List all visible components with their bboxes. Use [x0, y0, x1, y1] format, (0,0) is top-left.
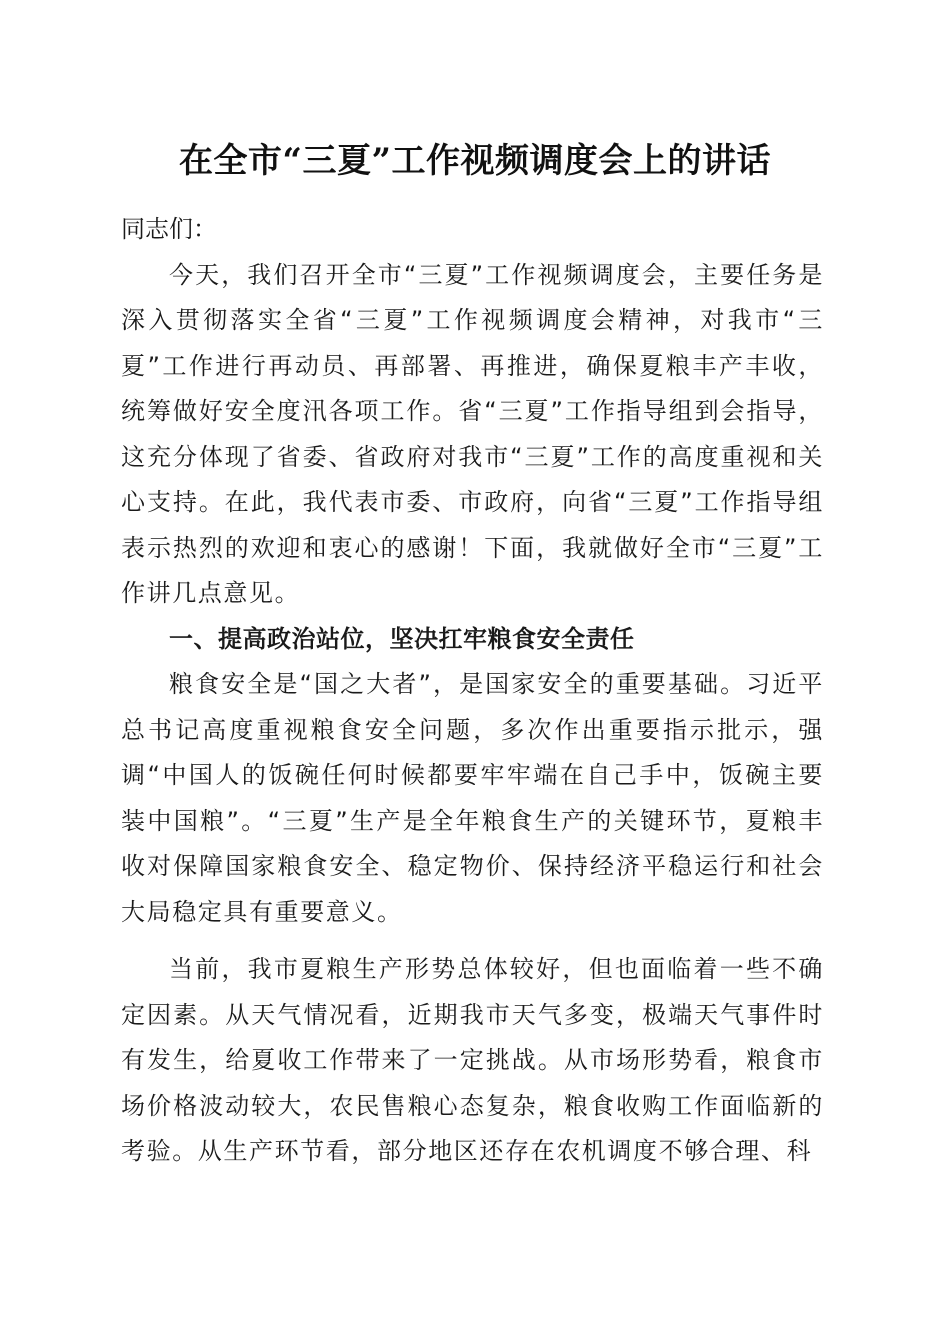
intro-paragraph: 今天，我们召开全市“三夏”工作视频调度会，主要任务是深入贯彻落实全省“三夏”工作视频调度会精神，对我市“三夏”工作进行再动员、再部署、再推进，确保夏粮丰产丰收，统筹做好安全度汛各项工作。省“三夏”工作指导组到会指导，这充分体现了省委、省政府对我市“三夏”工作的高度重视和关心支持。在此，我代表市委、市政府，向省“三夏”工作指导组表示热烈的欢迎和衷心的感谢！下面，我就做好全市“三夏”工作讲几点意见。	[121, 260, 824, 607]
section-heading: 一、提高政治站位，坚决扛牢粮食安全责任	[169, 624, 635, 653]
document-body	[121, 207, 824, 1175]
section-paragraph-1: 粮食安全是“国之大者”，是国家安全的重要基础。习近平总书记高度重视粮食安全问题，多次作出重要指示批示，强调“中国人的饭碗任何时候都要牢牢端在自己手中，饭碗主要装中国粮”。“三夏”生产是全年粮食生产的关键环节，夏粮丰收对保障国家粮食安全、稳定物价、保持经济平稳运行和社会大局稳定具有重要意义。	[121, 670, 824, 926]
salutation: 同志们：	[121, 215, 217, 243]
section-paragraph-2: 当前，我市夏粮生产形势总体较好，但也面临着一些不确定因素。从天气情况看，近期我市天气多变，极端天气事件时有发生，给夏收工作带来了一定挑战。从市场形势看，粮食市场价格波动较大，农民售粮心态复杂，粮食收购工作面临新的考验。从生产环节看，部分地区还存在农机调度不够合理、科	[121, 955, 824, 1165]
page-title: 在全市“三夏”工作视频调度会上的讲话	[178, 141, 772, 181]
